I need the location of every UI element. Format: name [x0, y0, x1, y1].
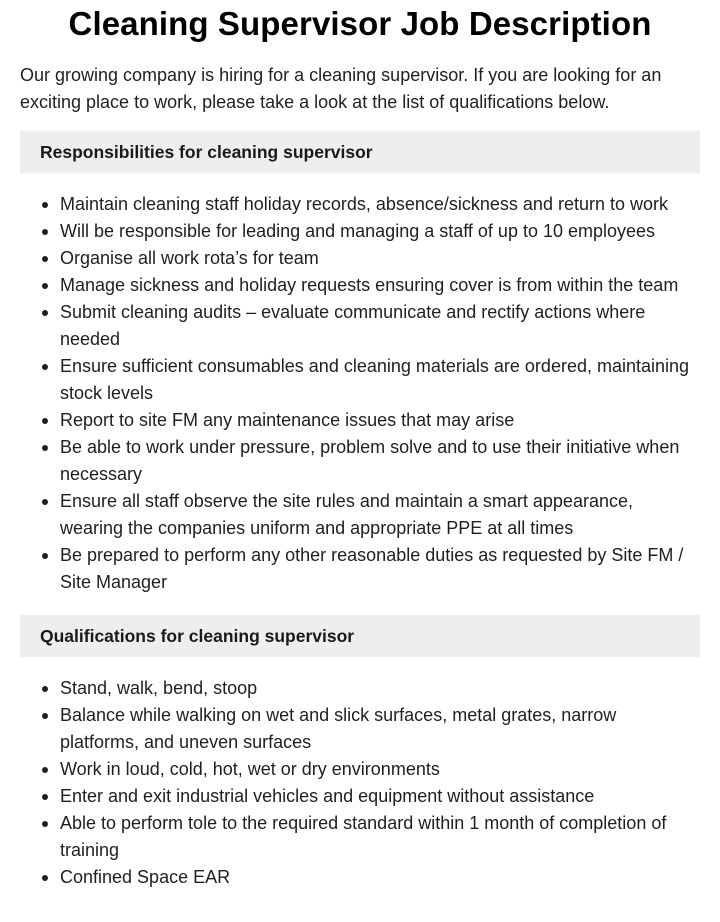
list-item: Be prepared to perform any other reasonable duties as requested by Site FM / Site Manager: [60, 542, 700, 596]
list-item: Ensure all staff observe the site rules and maintain a smart appearance, wearing the companies uniform and appropriate PPE at all times: [60, 488, 700, 542]
list-item: Work in loud, cold, hot, wet or dry environments: [60, 756, 700, 783]
list-item: Able to perform tole to the required standard within 1 month of completion of training: [60, 810, 700, 864]
list-item: Be able to work under pressure, problem solve and to use their initiative when necessary: [60, 434, 700, 488]
list-item: Confined Space EAR: [60, 864, 700, 891]
list-item: Submit cleaning audits – evaluate communicate and rectify actions where needed: [60, 299, 700, 353]
page-title: Cleaning Supervisor Job Description: [68, 5, 652, 42]
intro-paragraph: Our growing company is hiring for a cleaning supervisor. If you are looking for an exciting place to work, please take a look at the list of qualifications below.: [20, 65, 662, 112]
list-item: Ensure sufficient consumables and cleaning materials are ordered, maintaining stock levels: [60, 353, 700, 407]
list-item: Report to site FM any maintenance issues that may arise: [60, 407, 700, 434]
qualifications-heading: Qualifications for cleaning supervisor: [20, 615, 700, 657]
list-item: Stand, walk, bend, stoop: [60, 675, 700, 702]
list-item: Enter and exit industrial vehicles and equipment without assistance: [60, 783, 700, 810]
list-item: Maintain cleaning staff holiday records, absence/sickness and return to work: [60, 191, 700, 218]
list-item: Will be responsible for leading and managing a staff of up to 10 employees: [60, 218, 700, 245]
responsibilities-heading: Responsibilities for cleaning supervisor: [20, 131, 700, 173]
list-item: Manage sickness and holiday requests ensuring cover is from within the team: [60, 272, 700, 299]
list-item: Balance while walking on wet and slick surfaces, metal grates, narrow platforms, and uneven surfaces: [60, 702, 700, 756]
qualifications-list: [20, 675, 700, 891]
responsibilities-list: [20, 191, 700, 596]
list-item: Organise all work rota’s for team: [60, 245, 700, 272]
